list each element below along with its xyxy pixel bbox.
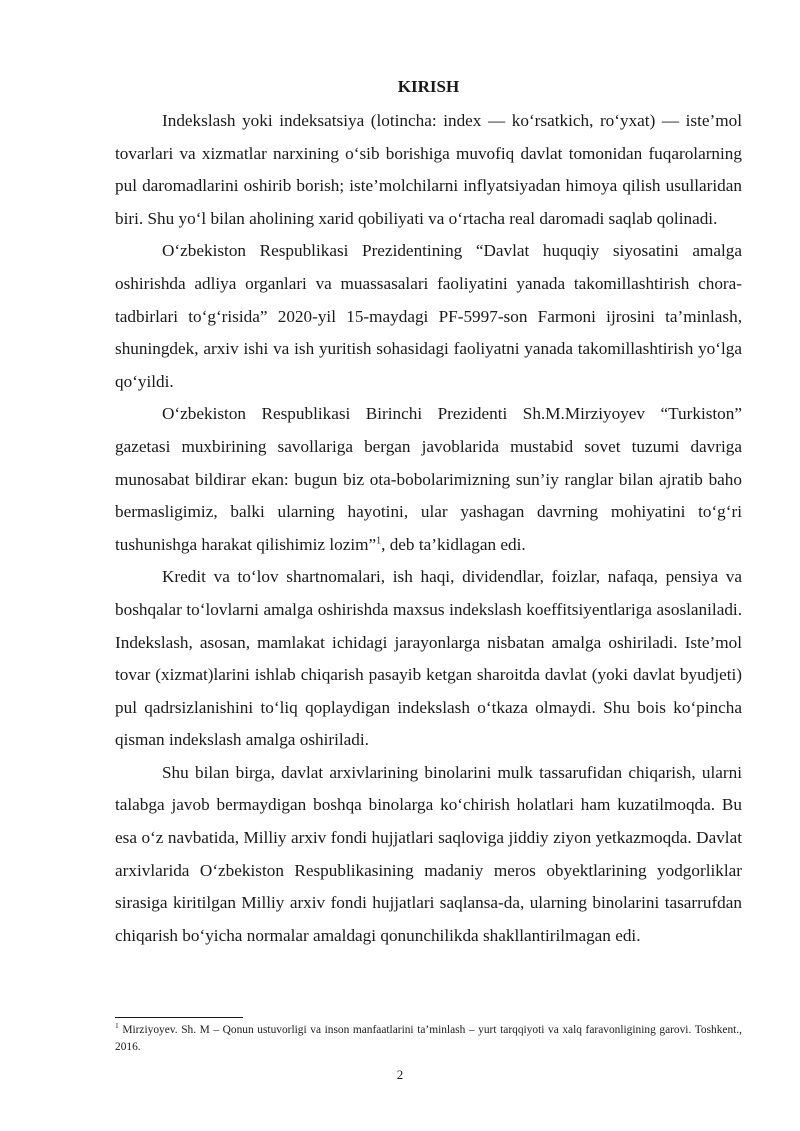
- footnote-reference[interactable]: 1: [376, 534, 382, 546]
- footnote-text: Mirziyoyev. Sh. M – Qonun ustuvorligi va inson manfaatlarini ta’minlash – yurt tarqqiyoti va xalq faravonligining garovi. Toshkent., 2016.: [115, 1024, 742, 1053]
- paragraph-3-text: O‘zbekiston Respublikasi Birinchi Prezidenti Sh.M.Mirziyoyev “Turkiston” gazetasi muxbirining savollariga bergan javoblarida mustabid sovet tuzumi davriga munosabat bildirar ekan: bugun biz ota-bobolarimizning sun’iy ranglar bilan ajratib baho bermasligimiz, balki ularning hayotini, ular yashagan davrning mohiyatini to‘g‘ri tushunishga harakat qilishimiz lozim”: [115, 404, 742, 554]
- paragraph-4: Kredit va to‘lov shartnomalari, ish haqi, dividendlar, foizlar, nafaqa, pensiya va boshqalar to‘lovlarni amalga oshirishda maxsus indekslash koeffitsiyentlariga asoslaniladi. Indekslash, asosan, mamlakat ichidagi jarayonlarga nisbatan amalga oshiriladi. Iste’mol tovar (xizmat)larini ishlab chiqarish pasayib ketgan sharoitda davlat (yoki davlat byudjeti) pul qadrsizlanishini to‘liq qoplaydigan indekslash o‘tkaza olmaydi. Shu bois ko‘pincha qisman indekslash amalga oshiriladi.: [115, 567, 742, 750]
- section-title: KIRISH: [397, 77, 460, 96]
- paragraph-3: [115, 398, 742, 561]
- footnote-mark: 1: [115, 1021, 119, 1031]
- page-number: 2: [396, 1067, 404, 1082]
- paragraph-3-tail: , deb ta’kidlagan edi.: [381, 534, 526, 554]
- footnote: [115, 1022, 742, 1056]
- paragraph-2: O‘zbekiston Respublikasi Prezidentining “Davlat huquqiy siyosatini amalga oshirishda adliya organlari va muassasalari faoliyatini yanada takomillashtirish chora-tadbirlari to‘g‘risida” 2020-yil 15-maydagi PF-5997-son Farmoni ijrosini ta’minlash, shuningdek, arxiv ishi va ish yuritish sohasidagi faoliyatni yanada takomillashtirish yo‘lga qo‘yildi.: [115, 241, 742, 391]
- footnote-separator: [115, 1017, 243, 1018]
- paragraph-1: Indekslash yoki indeksatsiya (lotincha: index — ko‘rsatkich, ro‘yxat) — iste’mol tovarlari va xizmatlar narxining o‘sib borishiga muvofiq davlat tomonidan fuqarolarning pul daromadlarini oshirib borish; iste’molchilarni inflyatsiyadan himoya qilish usullaridan biri. Shu yo‘l bilan aholining xarid qobiliyati va o‘rtacha real daromadi saqlab qolinadi.: [115, 111, 742, 228]
- paragraph-5: Shu bilan birga, davlat arxivlarining binolarini mulk tassarufidan chiqarish, ularni talabga javob bermaydigan boshqa binolarga ko‘chirish holatlari ham kuzatilmoqda. Bu esa o‘z navbatida, Milliy arxiv fondi hujjatlari saqloviga jiddiy ziyon yetkazmoqda. Davlat arxivlarida O‘zbekiston Respublikasining madaniy meros obyektlarining yodgorliklar sirasiga kiritilgan Milliy arxiv fondi hujjatlari saqlansa-da, ularning binolarini tasarrufdan chiqarish bo‘yicha normalar amaldagi qonunchilikda shakllantirilmagan edi.: [115, 762, 742, 945]
- body-text: [115, 105, 742, 952]
